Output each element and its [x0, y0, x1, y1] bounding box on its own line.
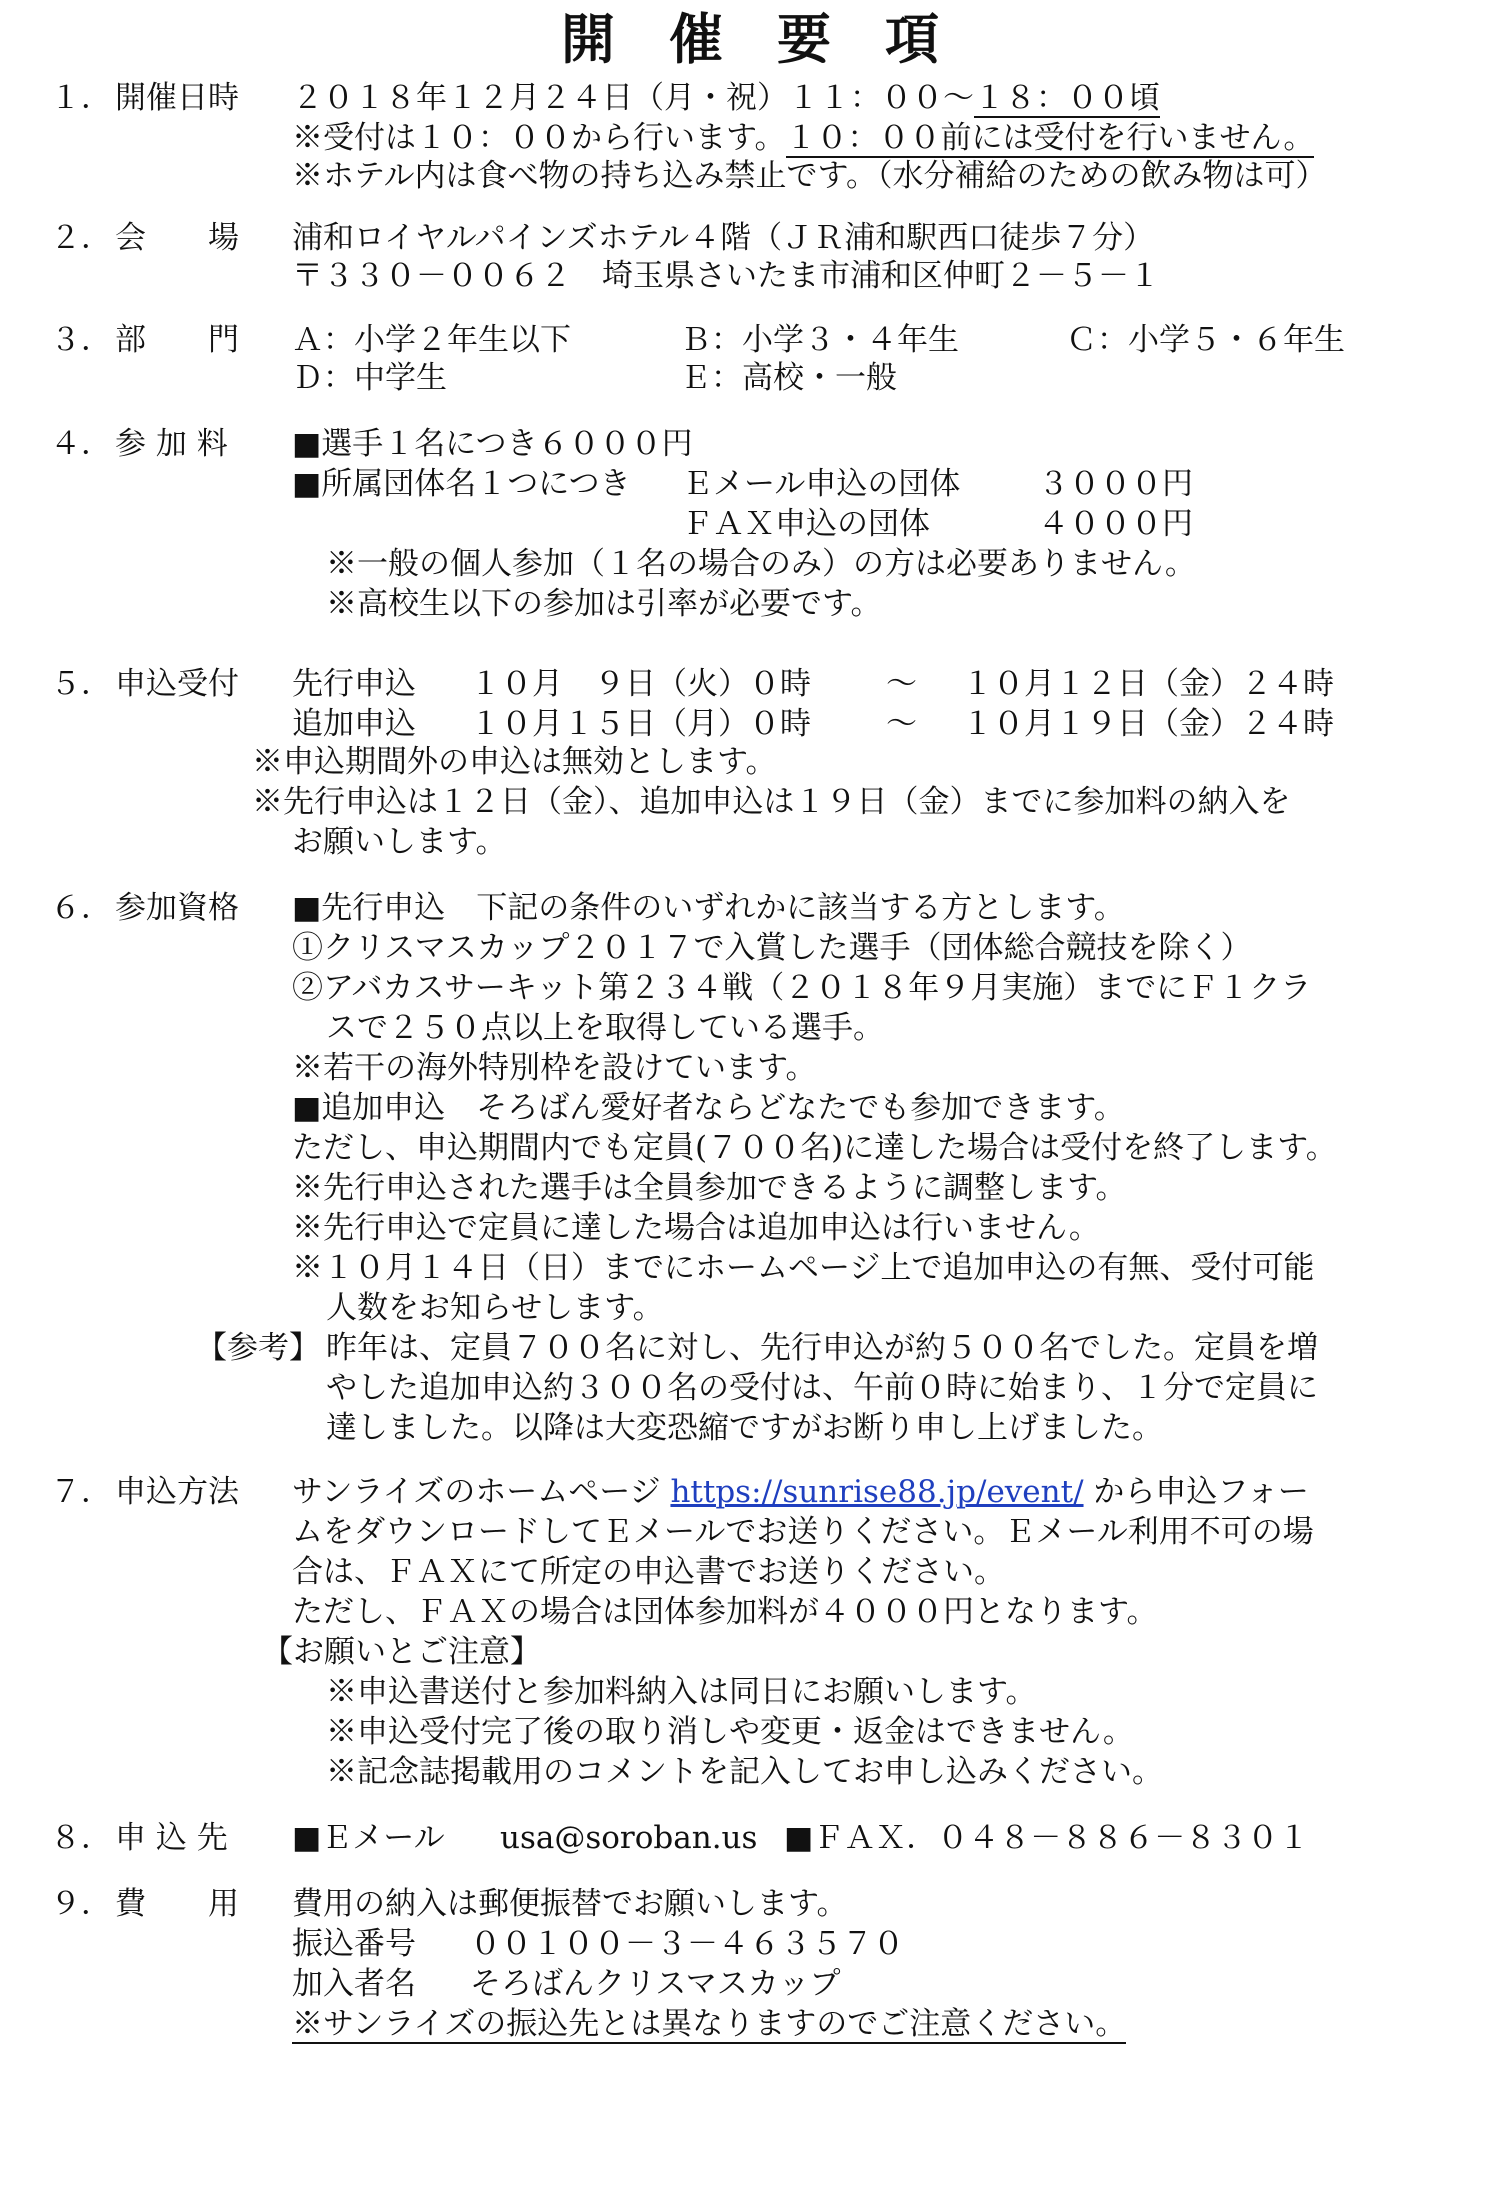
section-2-label: 会 場: [115, 220, 239, 256]
division-a: Ａ：小学２年生以下: [292, 322, 571, 358]
early-application-label: 先行申込: [292, 666, 416, 702]
account-number-label: 振込番号: [292, 1926, 416, 1962]
payment-warning: [292, 2004, 1126, 2044]
notice-heading: 【お願いとご注意】: [262, 1634, 541, 1670]
section-5-label: 申込受付: [115, 666, 239, 702]
section-7-number: ７．: [50, 1474, 112, 1510]
event-datetime: [292, 78, 1160, 118]
reception-note-warning: １０：００前には受付を行いません。: [785, 120, 1315, 156]
division-b: Ｂ：小学３・４年生: [680, 322, 959, 358]
food-note: ※ホテル内は食べ物の持ち込み禁止です。（水分補給のための飲み物は可）: [292, 158, 1327, 194]
payment-warning-text: ※サンライズの振込先とは異なりますのでご注意ください。: [292, 2006, 1127, 2042]
email-group-label: Ｅメール申込の団体: [682, 466, 961, 502]
fee-note-chaperone: ※高校生以下の参加は引率が必要です。: [326, 586, 882, 622]
division-c: Ｃ：小学５・６年生: [1066, 322, 1345, 358]
section-2-number: ２．: [50, 220, 112, 256]
venue-name: 浦和ロイヤルパインズホテル４階（ＪＲ浦和駅西口徒歩７分）: [292, 220, 1155, 256]
early-application-end: １０月１２日（金）２４時: [962, 666, 1334, 702]
additional-application-tilde: ～: [886, 706, 917, 742]
section-9-label: 費 用: [115, 1886, 239, 1922]
additional-application-end: １０月１９日（金）２４時: [962, 706, 1334, 742]
application-note-payment: ※先行申込は１２日（金）、追加申込は１９日（金）までに参加料の納入を: [252, 784, 1291, 820]
eligibility-overseas-note: ※若干の海外特別枠を設けています。: [292, 1050, 817, 1086]
section-4-number: ４．: [50, 426, 112, 462]
section-9-number: ９．: [50, 1886, 112, 1922]
section-4-label: 参 加 料: [115, 426, 228, 462]
notice-3: ※記念誌掲載用のコメントを記入してお申し込みください。: [326, 1754, 1163, 1790]
section-3-number: ３．: [50, 322, 112, 358]
fee-note-individual: ※一般の個人参加（１名の場合のみ）の方は必要ありません。: [326, 546, 1196, 582]
method-line-1: [292, 1472, 1309, 1512]
eligibility-note-adjust: ※先行申込された選手は全員参加できるように調整します。: [292, 1170, 1127, 1206]
account-name-label: 加入者名: [292, 1966, 416, 2002]
section-5-number: ５．: [50, 666, 112, 702]
eligibility-additional: ■追加申込 そろばん愛好者ならどなたでも参加できます。: [292, 1090, 1125, 1126]
fee-per-player: ■選手１名につき６０００円: [292, 426, 693, 462]
notice-1: ※申込書送付と参加料納入は同日にお願いします。: [326, 1674, 1037, 1710]
section-8-number: ８．: [50, 1820, 112, 1856]
method-line-1-lead: サンライズのホームページ: [292, 1474, 661, 1510]
eligibility-condition-2: ②アバカスサーキット第２３４戦（２０１８年９月実施）までにＦ１クラ: [292, 970, 1312, 1006]
event-end-time: １８：００頃: [974, 80, 1160, 116]
section-1-number: １．: [50, 80, 112, 116]
early-application-tilde: ～: [886, 666, 917, 702]
section-1-label: 開催日時: [115, 80, 239, 116]
reference-line-2: やした追加申込約３００名の受付は、午前０時に始まり、１分で定員に: [326, 1370, 1318, 1406]
contact-email: usa@soroban.us: [500, 1820, 758, 1856]
division-d: Ｄ：中学生: [292, 360, 447, 396]
fee-per-group: ■所属団体名１つにつき: [292, 466, 631, 502]
contact-email-label: ■Ｅメール: [292, 1820, 445, 1856]
eligibility-note-announce: ※１０月１４日（日）までにホームページ上で追加申込の有無、受付可能: [292, 1250, 1315, 1286]
eligibility-note-full: ※先行申込で定員に達した場合は追加申込は行いません。: [292, 1210, 1100, 1246]
method-line-2: ムをダウンロードしてＥメールでお送りください。Ｅメール利用不可の場: [292, 1514, 1314, 1550]
contact-fax: ■ＦＡＸ．０４８－８８６－８３０１: [784, 1820, 1310, 1856]
reception-note: [292, 118, 1314, 158]
reference-label: 【参考】: [196, 1330, 320, 1366]
eligibility-note-announce-cont: 人数をお知らせします。: [326, 1290, 664, 1326]
additional-application-start: １０月１５日（月）０時: [470, 706, 811, 742]
method-line-3: 合は、ＦＡＸにて所定の申込書でお送りください。: [292, 1554, 1005, 1590]
account-name: そろばんクリスマスカップ: [470, 1966, 841, 2002]
section-6-number: ６．: [50, 890, 112, 926]
event-date: ２０１８年１２月２４日（月・祝）１１：００～: [292, 80, 974, 116]
section-3-label: 部 門: [115, 322, 239, 358]
section-7-label: 申込方法: [115, 1474, 239, 1510]
method-line-1-tail: から申込フォー: [1093, 1474, 1309, 1510]
application-note-payment-cont: お願いします。: [292, 824, 507, 860]
reception-note-main: ※受付は１０：００から行います。: [292, 120, 786, 156]
email-group-fee: ３０００円: [1038, 466, 1193, 502]
eligibility-early: ■先行申込 下記の条件のいずれかに該当する方とします。: [292, 890, 1125, 926]
section-8-label: 申 込 先: [115, 1820, 228, 1856]
reference-line-1: 昨年は、定員７００名に対し、先行申込が約５００名でした。定員を増: [326, 1330, 1318, 1366]
payment-method: 費用の納入は郵便振替でお願いします。: [292, 1886, 848, 1922]
fax-group-label: ＦＡＸ申込の団体: [682, 506, 930, 542]
application-note-invalid: ※申込期間外の申込は無効とします。: [252, 744, 777, 780]
eligibility-condition-2-cont: スで２５０点以上を取得している選手。: [326, 1010, 884, 1046]
event-url-link[interactable]: https://sunrise88.jp/event/: [670, 1474, 1084, 1510]
early-application-start: １０月 ９日（火）０時: [470, 666, 811, 702]
additional-application-label: 追加申込: [292, 706, 416, 742]
eligibility-capacity: ただし、申込期間内でも定員(７００名)に達した場合は受付を終了します。: [292, 1130, 1337, 1166]
notice-2: ※申込受付完了後の取り消しや変更・返金はできません。: [326, 1714, 1134, 1750]
method-line-4: ただし、ＦＡＸの場合は団体参加料が４０００円となります。: [292, 1594, 1158, 1630]
section-6-label: 参加資格: [115, 890, 239, 926]
venue-address: 〒３３０－００６２ 埼玉県さいたま市浦和区仲町２－５－１: [292, 258, 1160, 294]
eligibility-condition-1: ①クリスマスカップ２０１７で入賞した選手（団体総合競技を除く）: [292, 930, 1252, 966]
page-title: 開 催 要 項: [561, 7, 939, 71]
division-e: Ｅ：高校・一般: [680, 360, 897, 396]
fax-group-fee: ４０００円: [1038, 506, 1193, 542]
account-number: ００１００－３－４６３５７０: [470, 1926, 904, 1962]
reference-line-3: 達しました。以降は大変恐縮ですがお断り申し上げました。: [326, 1410, 1163, 1446]
